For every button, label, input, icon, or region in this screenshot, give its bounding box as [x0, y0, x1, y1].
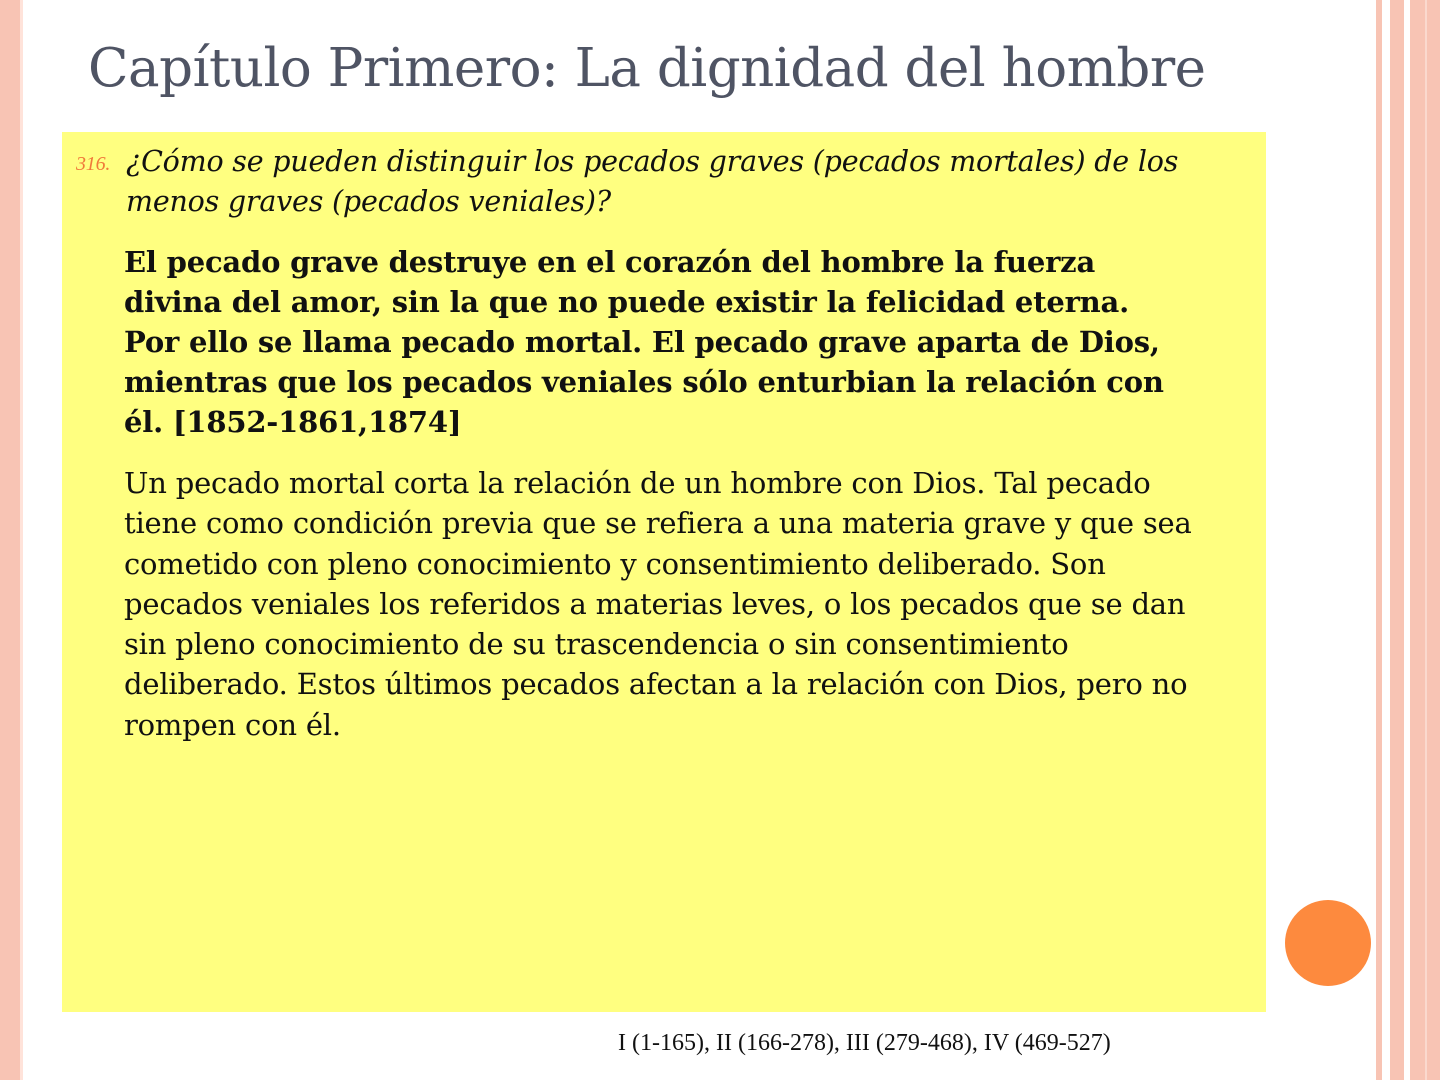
answer-line: El pecado grave destruye en el corazón del hombre la fuerza — [124, 245, 1096, 279]
content-panel — [62, 132, 1266, 1012]
right-border-stripe-1 — [1376, 0, 1382, 1080]
question-line-1: ¿Cómo se pueden distinguir los pecados graves (pecados mortales) de los — [126, 145, 1179, 178]
question-block — [76, 142, 1256, 222]
answer-paragraph — [124, 242, 1259, 442]
detail-line: Un pecado mortal corta la relación de un hombre con Dios. Tal pecado — [124, 466, 1151, 500]
decorative-circle — [1285, 900, 1371, 986]
detail-line: pecados veniales los referidos a materias leves, o los pecados que se dan — [124, 586, 1186, 621]
detail-line: deliberado. Estos últimos pecados afectan a la relación con Dios, pero no — [124, 667, 1188, 702]
answer-line: Por ello se llama pecado mortal. El pecado grave aparta de Dios, — [124, 325, 1160, 359]
right-border-stripe-line — [1425, 0, 1427, 1080]
left-border-line — [20, 0, 23, 1080]
question-number: 316. — [76, 153, 111, 175]
detail-line: rompen con él. — [124, 707, 341, 742]
answer-line: él. [1852-1861,1874] — [124, 405, 462, 439]
detail-line: tiene como condición previa que se refiera a una materia grave y que sea — [124, 506, 1192, 541]
answer-line: mientras que los pecados veniales sólo enturbian la relación con — [124, 365, 1164, 399]
right-border-stripe-2 — [1390, 0, 1404, 1080]
detail-paragraph — [124, 463, 1259, 745]
detail-line: sin pleno conocimiento de su trascendencia o sin consentimiento — [124, 627, 1069, 662]
footer-index: I (1-165), II (166-278), III (279-468), IV (469-527) — [618, 1030, 1111, 1056]
detail-line: cometido con pleno conocimiento y consentimiento deliberado. Son — [124, 546, 1106, 581]
question-line-2: menos graves (pecados veniales)? — [126, 185, 611, 218]
left-border-stripe — [0, 0, 20, 1080]
answer-line: divina del amor, sin la que no puede existir la felicidad eterna. — [124, 285, 1130, 319]
slide-title: Capítulo Primero: La dignidad del hombre — [88, 38, 1206, 99]
